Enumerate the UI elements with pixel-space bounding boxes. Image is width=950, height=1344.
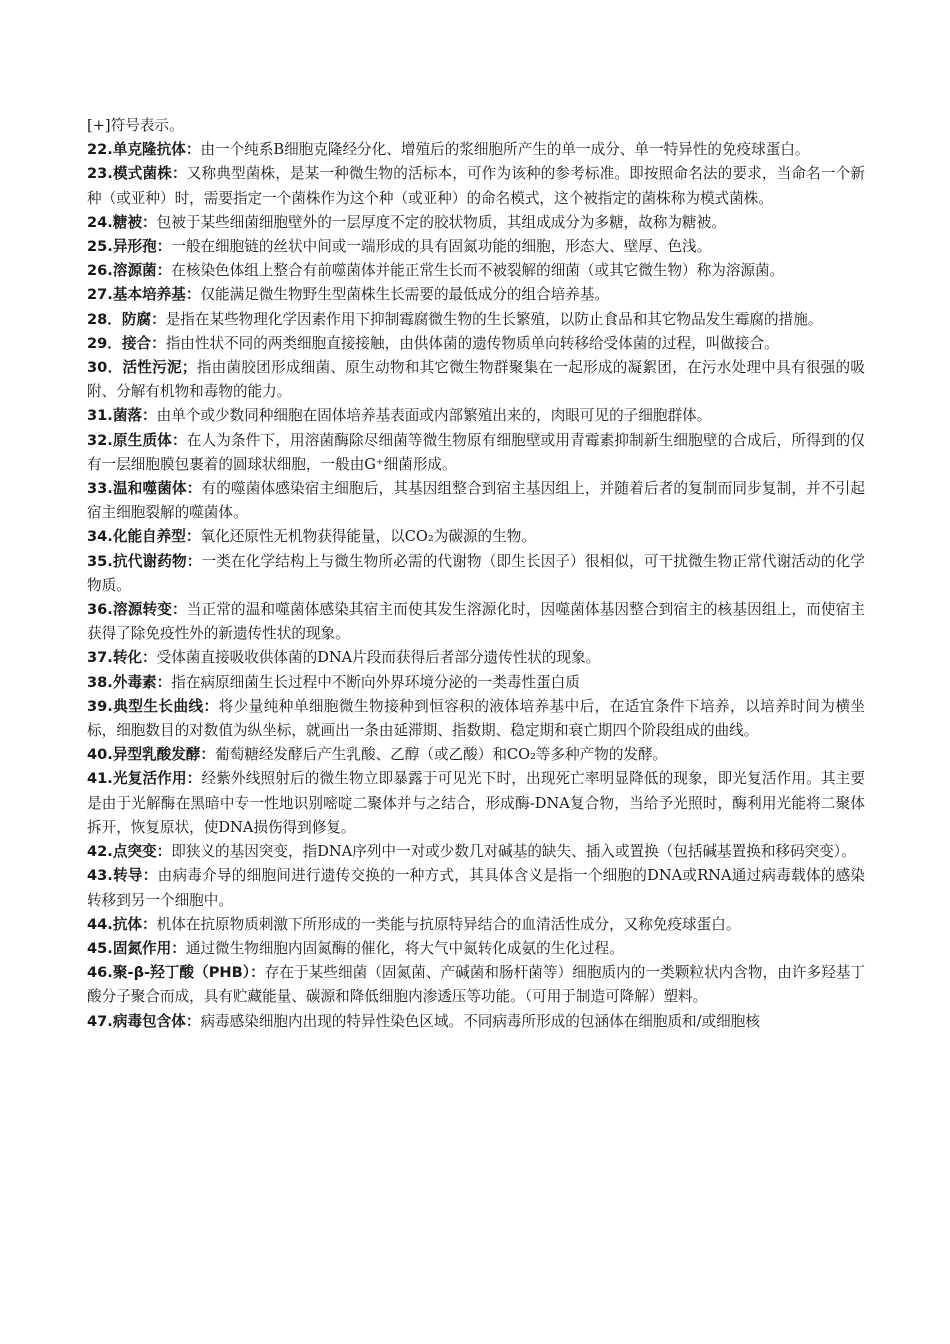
glossary-entry xyxy=(87,356,865,404)
entry-definition: 病毒感染细胞内出现的特异性染色区域。不同病毒所形成的包涵体在细胞质和/或细胞核 xyxy=(200,1012,760,1030)
entry-number: 33. xyxy=(87,480,113,498)
entry-number: 38. xyxy=(87,673,113,691)
entry-number: 31. xyxy=(87,407,113,425)
entry-number: 24. xyxy=(87,213,113,231)
glossary-entry xyxy=(87,429,865,477)
entry-definition: 是指在某些物理化学因素作用下抑制霉腐微生物的生长繁殖，以防止食品和其它物品发生霉腐的措施。 xyxy=(165,310,823,328)
entry-term: 原生质体： xyxy=(112,431,187,449)
entry-number: 44. xyxy=(87,915,113,933)
entry-definition: 经紫外线照射后的微生物立即暴露于可见光下时，出现死亡率明显降低的现象，即光复活作用。其主要是由于光解酶在黑暗中专一性地识别嘧啶二聚体并与之结合，形成酶-DNA复合物，当给予光照时，酶利用光能将二聚体拆开，恢复原状，使DNA损伤得到修复。 xyxy=(87,770,865,836)
entry-term: 防腐： xyxy=(121,310,166,328)
intro-text: [+]符号表示。 xyxy=(87,117,184,134)
glossary-entry xyxy=(87,138,865,162)
glossary-entry xyxy=(87,961,865,1009)
glossary-entry xyxy=(87,671,865,695)
entry-number: 46. xyxy=(87,964,113,982)
entry-definition: 指由菌胶团形成细菌、原生动物和其它微生物群聚集在一起形成的凝絮团，在污水处理中具有很强的吸附、分解有机物和毒物的能力。 xyxy=(87,359,865,401)
glossary-entry xyxy=(87,477,865,525)
entry-term: 糖被： xyxy=(112,213,157,231)
glossary-entry xyxy=(87,259,865,283)
entry-term: 基本培养基： xyxy=(112,286,201,304)
entry-number: 32. xyxy=(87,431,113,449)
entry-number: 42. xyxy=(87,843,113,861)
entry-number: 40. xyxy=(87,746,113,764)
entry-definition: 机体在抗原物质刺激下所形成的一类能与抗原特异结合的血清活性成分，又称免疫球蛋白。 xyxy=(156,915,741,933)
glossary-entry xyxy=(87,840,865,864)
entry-definition: 由一个纯系B细胞克隆经分化、增殖后的浆细胞所产生的单一成分、单一特异性的免疫球蛋白。 xyxy=(200,141,810,159)
entry-definition: 通过微生物细胞内固氮酶的催化，将大气中氮转化成氨的生化过程。 xyxy=(185,939,624,957)
entry-term: 溶源菌： xyxy=(112,262,172,280)
glossary-entry xyxy=(87,695,865,743)
entry-number: 47. xyxy=(87,1012,113,1030)
entry-number: 22. xyxy=(87,141,113,159)
glossary-entry xyxy=(87,332,865,356)
entry-number: 45. xyxy=(87,939,113,957)
entry-term: 抗代谢药物： xyxy=(112,552,202,570)
entry-number: 35. xyxy=(87,552,113,570)
entry-number: 43. xyxy=(87,867,113,885)
entry-term: 活性污泥； xyxy=(122,359,197,377)
glossary-entry xyxy=(87,525,865,549)
glossary-entry xyxy=(87,937,865,961)
entry-term: 接合： xyxy=(121,334,166,352)
entry-term: 温和噬菌体： xyxy=(112,480,202,498)
entry-term: 聚-β-羟丁酸（PHB）： xyxy=(112,964,265,982)
entry-number: 26. xyxy=(87,262,113,280)
entry-term: 异形孢： xyxy=(112,238,172,256)
entry-definition: 在核染色体组上整合有前噬菌体并能正常生长而不被裂解的细菌（或其它微生物）称为溶源菌。 xyxy=(171,262,785,280)
entry-number: 36. xyxy=(87,601,113,619)
entry-number: 41. xyxy=(87,770,113,788)
entry-term: 光复活作用： xyxy=(112,770,202,788)
entry-definition: 氧化还原性无机物获得能量，以CO₂为碳源的生物。 xyxy=(200,528,536,546)
entry-term: 模式菌株： xyxy=(112,165,187,183)
entry-number: 27. xyxy=(87,286,113,304)
glossary-entry xyxy=(87,404,865,428)
entry-number: 39. xyxy=(87,697,113,715)
entry-number: 34. xyxy=(87,528,113,546)
entry-definition: 葡萄糖经发酵后产生乳酸、乙醇（或乙酸）和CO₂等多种产物的发酵。 xyxy=(215,746,668,764)
entry-term: 典型生长曲线： xyxy=(112,697,219,715)
entry-term: 溶源转变： xyxy=(112,601,187,619)
entry-definition: 一般在细胞链的丝状中间或一端形成的具有固氮功能的细胞，形态大、壁厚、色浅。 xyxy=(171,238,712,256)
glossary-entry xyxy=(87,211,865,235)
glossary-entry xyxy=(87,646,865,670)
entry-number: 28． xyxy=(87,310,122,328)
entry-term: 转化： xyxy=(112,649,157,667)
entry-term: 菌落： xyxy=(112,407,157,425)
entry-definition: 将少量纯种单细胞微生物接种到恒容积的液体培养基中后，在适宜条件下培养，以培养时间为横坐标，细胞数目的对数值为纵坐标，就画出一条由延滞期、指数期、稳定期和衰亡期四个阶段组成的曲线。 xyxy=(87,697,865,740)
entry-definition: 仅能满足微生物野生型菌株生长需要的最低成分的组合培养基。 xyxy=(200,286,610,304)
entry-term: 病毒包含体： xyxy=(112,1012,201,1030)
entry-definition: 即狭义的基因突变，指DNA序列中一对或少数几对碱基的缺失、插入或置换（包括碱基置换和移码突变）。 xyxy=(171,843,856,861)
glossary-list xyxy=(87,138,865,1034)
glossary-entry xyxy=(87,1010,865,1034)
glossary-entry xyxy=(87,598,865,646)
entry-number: 25. xyxy=(87,238,113,256)
entry-definition: 指在病原细菌生长过程中不断向外界环境分泌的一类毒性蛋白质 xyxy=(171,673,580,691)
entry-number: 37. xyxy=(87,649,113,667)
entry-term: 异型乳酸发酵： xyxy=(112,746,216,764)
entry-number: 29． xyxy=(87,334,122,352)
entry-number: 23. xyxy=(87,165,113,183)
entry-number: 30． xyxy=(87,359,123,377)
entry-definition: 受体菌直接吸收供体菌的DNA片段而获得后者部分遗传性状的现象。 xyxy=(156,649,601,667)
document-page xyxy=(87,114,865,1034)
entry-definition: 一类在化学结构上与微生物所必需的代谢物（即生长因子）很相似，可干扰微生物正常代谢活动的化学物质。 xyxy=(87,552,865,594)
glossary-entry xyxy=(87,308,865,332)
entry-definition: 由病毒介导的细胞间进行遗传交换的一种方式，其具体含义是指一个细胞的DNA或RNA通过病毒载体的感染转移到另一个细胞中。 xyxy=(87,867,865,909)
entry-term: 固氮作用： xyxy=(112,939,186,957)
entry-term: 转导： xyxy=(112,867,158,885)
glossary-entry xyxy=(87,550,865,598)
glossary-entry xyxy=(87,913,865,937)
entry-term: 抗体： xyxy=(112,915,157,933)
glossary-entry xyxy=(87,864,865,912)
entry-definition: 由单个或少数同种细胞在固体培养基表面或内部繁殖出来的，肉眼可见的子细胞群体。 xyxy=(156,407,712,425)
entry-definition: 存在于某些细菌（固氮菌、产碱菌和肠杆菌等）细胞质内的一类颗粒状内含物，由许多羟基丁酸分子聚合而成，具有贮藏能量、碳源和降低细胞内渗透压等功能。（可用于制造可降解）塑料。 xyxy=(87,964,865,1006)
glossary-entry xyxy=(87,235,865,259)
entry-term: 点突变： xyxy=(112,843,172,861)
glossary-entry xyxy=(87,767,865,840)
glossary-entry xyxy=(87,162,865,210)
glossary-entry xyxy=(87,743,865,767)
entry-term: 化能自养型： xyxy=(112,528,201,546)
entry-definition: 当正常的温和噬菌体感染其宿主而使其发生溶源化时，因噬菌体基因整合到宿主的核基因组上，而使宿主获得了除免疫性外的新遗传性状的现象。 xyxy=(87,601,865,643)
entry-term: 外毒素： xyxy=(112,673,172,691)
entry-definition: 在人为条件下，用溶菌酶除尽细菌等微生物原有细胞壁或用青霉素抑制新生细胞壁的合成后，所得到的仅有一层细胞膜包裹着的圆球状细胞，一般由G⁺细菌形成。 xyxy=(87,431,865,473)
entry-definition: 指由性状不同的两类细胞直接接触，由供体菌的遗传物质单向转移给受体菌的过程，叫做接合。 xyxy=(165,334,779,352)
entry-term: 单克隆抗体： xyxy=(112,141,201,159)
entry-definition: 包被于某些细菌细胞壁外的一层厚度不定的胶状物质，其组成成分为多糖，故称为糖被。 xyxy=(156,213,726,231)
glossary-entry xyxy=(87,283,865,307)
entry-definition: 又称典型菌株，是某一种微生物的活标本，可作为该种的参考标准。即按照命名法的要求，当命名一个新种（或亚种）时，需要指定一个菌株作为这个种（或亚种）的命名模式，这个被指定的菌株称为模式菌株。 xyxy=(87,165,865,207)
entry-definition: 有的噬菌体感染宿主细胞后，其基因组整合到宿主基因组上，并随着后者的复制而同步复制，并不引起宿主细胞裂解的噬菌体。 xyxy=(87,480,865,522)
